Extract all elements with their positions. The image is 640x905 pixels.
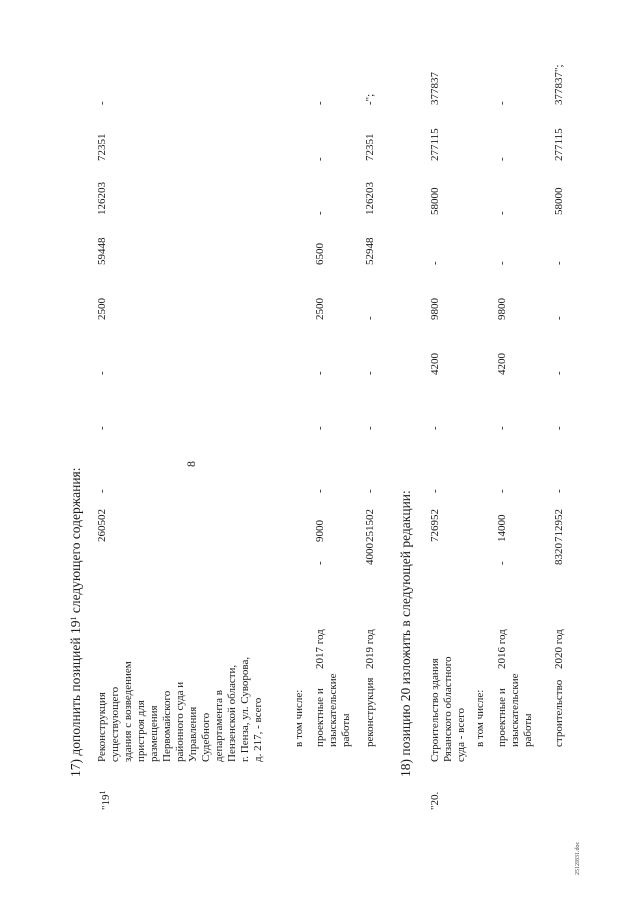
cell-c1: 251502 — [364, 509, 376, 542]
cell-c6: 59448 — [96, 237, 108, 265]
cell-c0: 8320 — [553, 543, 565, 565]
cell-c1: 712952 — [553, 509, 565, 542]
cell-c3: - — [429, 426, 441, 430]
cell-c9: - — [314, 101, 326, 105]
cell-c8: 72351 — [364, 133, 376, 161]
row-label: реконструкция — [364, 677, 376, 747]
cell-c9: - — [496, 101, 508, 105]
section-17-heading-tail: следующего содержания: — [68, 467, 83, 617]
cell-c6: 6500 — [314, 243, 326, 265]
cell-c8: 277115 — [429, 128, 441, 161]
cell-year: 2020 год — [553, 629, 565, 669]
row-label: строительство — [553, 679, 565, 747]
cell-c2: - — [496, 489, 508, 493]
cell-c4: - — [96, 371, 108, 375]
cell-c5: 2500 — [96, 298, 108, 320]
row-label: проектные и изыскательские работы — [314, 673, 352, 747]
cell-c4: 4200 — [496, 353, 508, 375]
row-label: Реконструкция существующего здания с возведением пристроя для размещения Первомайского районного суда и Управления Судебного департамента в Пензенской области, г. Пенза, ул. Суворова, д. 217, - всего — [96, 656, 264, 762]
cell-c0: - — [314, 561, 326, 565]
cell-c2: - — [429, 489, 441, 493]
row-label: Строительство здания Рязанского областного суда - всего — [429, 656, 467, 762]
cell-c9: 377837 — [429, 72, 441, 105]
cell-c8: 72351 — [96, 133, 108, 161]
section-17-heading — [66, 467, 84, 777]
cell-c7: 126203 — [96, 182, 108, 215]
cell-c0: 4000 — [364, 543, 376, 565]
cell-year: 2016 год — [496, 629, 508, 669]
cell-c2: - — [364, 489, 376, 493]
cell-c7: - — [496, 211, 508, 215]
cell-c7: - — [314, 211, 326, 215]
cell-c2: - — [96, 489, 108, 493]
page-number: 8 — [184, 461, 198, 467]
cell-c6: - — [429, 261, 441, 265]
cell-c3: - — [364, 426, 376, 430]
cell-c6: 52948 — [364, 237, 376, 265]
row-mark — [96, 791, 113, 811]
row-mark-sup: 1 — [98, 790, 107, 795]
cell-c5: 2500 — [314, 298, 326, 320]
cell-c3: - — [553, 426, 565, 430]
cell-c2: - — [314, 489, 326, 493]
section-18-heading: 18) позицию 20 изложить в следующей редакции: — [398, 490, 413, 777]
cell-c8: - — [314, 157, 326, 161]
cell-c5: 9800 — [429, 298, 441, 320]
cell-c7: 58000 — [429, 187, 441, 215]
row-label: в том числе: — [293, 689, 305, 747]
cell-c0: - — [496, 561, 508, 565]
cell-year: 2019 год — [364, 629, 376, 669]
cell-c4: 4200 — [429, 353, 441, 375]
cell-c9: -"; — [364, 93, 376, 105]
footer-file-code: 2512I831.doc — [575, 841, 581, 875]
cell-c8: 277115 — [553, 128, 565, 161]
cell-year: 2017 год — [314, 629, 326, 669]
cell-c5: - — [553, 316, 565, 320]
row-mark-text: "19 — [100, 794, 112, 810]
cell-c4: - — [553, 371, 565, 375]
cell-c4: - — [364, 371, 376, 375]
cell-c5: - — [364, 316, 376, 320]
cell-c1: 14000 — [496, 514, 508, 542]
cell-c8: - — [496, 157, 508, 161]
row-mark — [429, 792, 442, 810]
cell-c9: 377837"; — [553, 64, 565, 105]
cell-c3: - — [314, 426, 326, 430]
cell-c9: - — [96, 101, 108, 105]
cell-c2: - — [553, 489, 565, 493]
cell-c6: - — [553, 261, 565, 265]
cell-c5: 9800 — [496, 298, 508, 320]
cell-c6: - — [496, 261, 508, 265]
cell-c3: - — [96, 426, 108, 430]
cell-c4: - — [314, 371, 326, 375]
cell-c1: 9000 — [314, 520, 326, 542]
cell-c7: 126203 — [364, 182, 376, 215]
row-label: проектные и изыскательские работы — [496, 673, 534, 747]
cell-c1: 260502 — [96, 509, 108, 542]
section-17-heading-sup: 1 — [69, 616, 78, 621]
cell-c3: - — [496, 426, 508, 430]
cell-c7: 58000 — [553, 187, 565, 215]
section-17-heading-text: 17) дополнить позицией 19 — [68, 620, 83, 777]
row-mark-text: "20. — [429, 791, 441, 810]
cell-c1: 726952 — [429, 509, 441, 542]
row-label: в том числе: — [474, 689, 486, 747]
